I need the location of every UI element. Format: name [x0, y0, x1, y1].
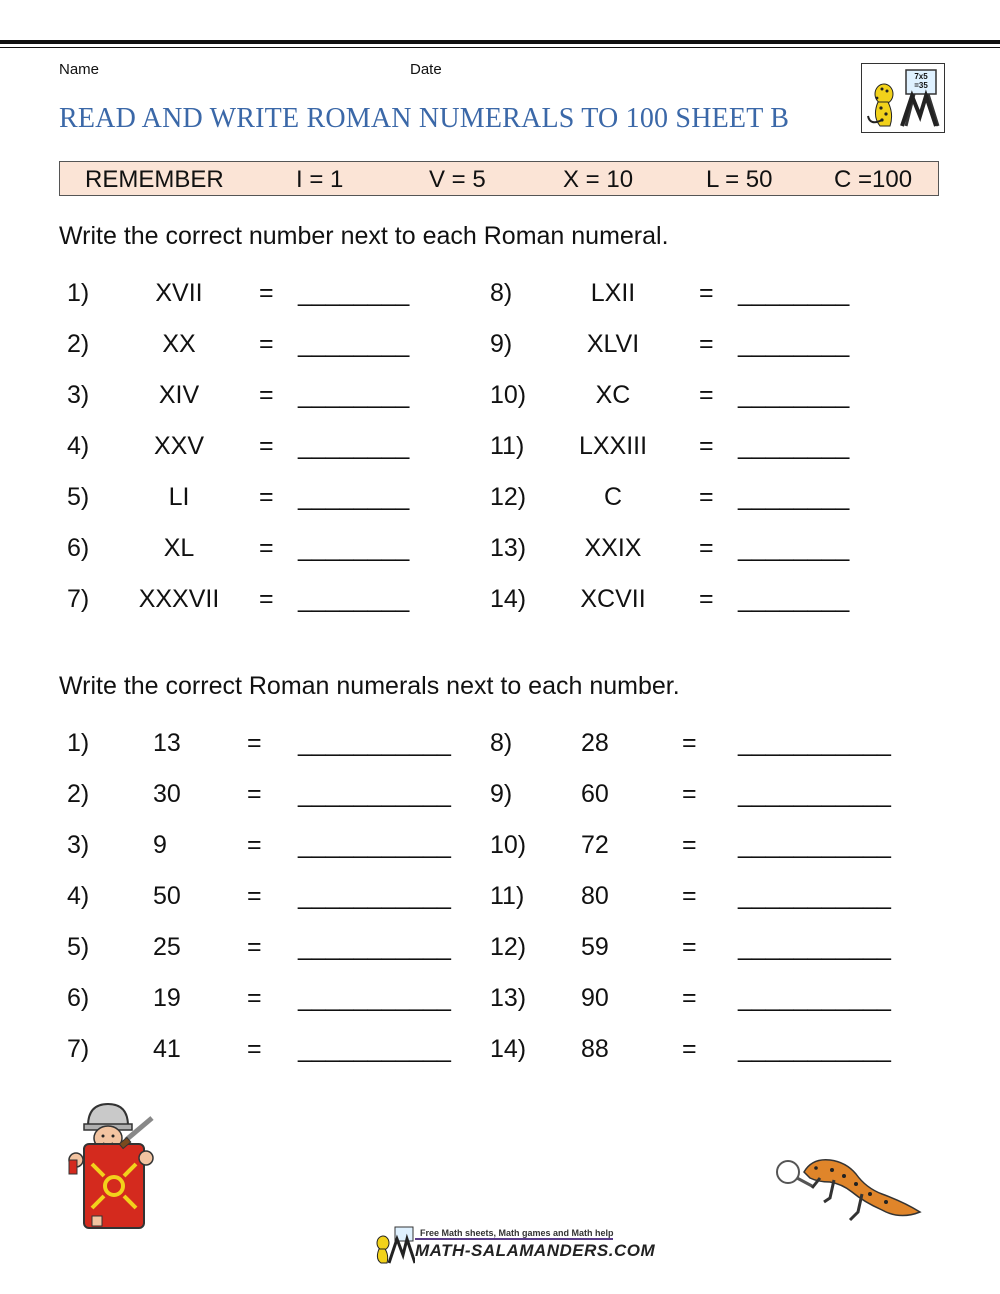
roman-numeral-prompt: XC — [595, 381, 631, 409]
remember-item: L = 50 — [706, 166, 773, 193]
equals-sign: = — [682, 1035, 697, 1063]
number-prompt: 88 — [581, 1035, 609, 1063]
equals-sign: = — [699, 330, 714, 358]
question-number: 2) — [67, 330, 90, 358]
date-label: Date — [410, 61, 442, 78]
remember-box — [59, 161, 939, 196]
question-number: 7) — [67, 1035, 90, 1063]
answer-blank[interactable]: ___________ — [738, 933, 891, 961]
answer-blank[interactable]: ___________ — [738, 780, 891, 808]
number-prompt: 19 — [153, 984, 181, 1012]
question-number: 12) — [490, 483, 527, 511]
roman-numeral-prompt: XCVII — [580, 585, 646, 613]
answer-blank[interactable]: ___________ — [298, 1035, 451, 1063]
number-prompt: 72 — [581, 831, 609, 859]
equals-sign: = — [682, 933, 697, 961]
roman-numeral-prompt: XL — [163, 534, 195, 562]
question-number: 6) — [67, 534, 90, 562]
equals-sign: = — [682, 831, 697, 859]
equals-sign: = — [247, 882, 262, 910]
roman-numeral-prompt: XVII — [155, 279, 203, 307]
answer-blank[interactable]: ________ — [738, 279, 850, 307]
equals-sign: = — [682, 729, 697, 757]
equals-sign: = — [699, 432, 714, 460]
answer-blank[interactable]: ________ — [738, 381, 850, 409]
section2-instruction: Write the correct Roman numerals next to each number. — [59, 672, 680, 700]
answer-blank[interactable]: ___________ — [298, 729, 451, 757]
question-number: 13) — [490, 984, 527, 1012]
question-number: 11) — [490, 882, 525, 910]
roman-numeral-prompt: XIV — [158, 381, 200, 409]
number-prompt: 13 — [153, 729, 181, 757]
roman-numeral-prompt: XXXVII — [138, 585, 220, 613]
question-number: 3) — [67, 381, 90, 409]
remember-label: REMEMBER — [85, 166, 224, 193]
equals-sign: = — [247, 1035, 262, 1063]
roman-numeral-prompt: XLVI — [586, 330, 640, 358]
roman-numeral-prompt: XXIX — [584, 534, 642, 562]
question-number: 9) — [490, 780, 513, 808]
equals-sign: = — [699, 279, 714, 307]
remember-item: I = 1 — [296, 166, 344, 193]
number-prompt: 25 — [153, 933, 181, 961]
equals-sign: = — [259, 585, 274, 613]
number-prompt: 80 — [581, 882, 609, 910]
equals-sign: = — [259, 483, 274, 511]
number-prompt: 50 — [153, 882, 181, 910]
remember-item: C =100 — [834, 166, 913, 193]
equals-sign: = — [699, 534, 714, 562]
number-prompt: 59 — [581, 933, 609, 961]
question-number: 11) — [490, 432, 525, 460]
section1-instruction: Write the correct number next to each Roman numeral. — [59, 222, 669, 250]
answer-blank[interactable]: ___________ — [298, 984, 451, 1012]
math-salamanders-logo — [861, 63, 945, 133]
equals-sign: = — [699, 483, 714, 511]
top-rule — [0, 40, 1000, 44]
equals-sign: = — [259, 330, 274, 358]
number-prompt: 28 — [581, 729, 609, 757]
salamander-illustration — [772, 1150, 924, 1228]
question-number: 10) — [490, 831, 527, 859]
answer-blank[interactable]: ___________ — [738, 831, 891, 859]
roman-numeral-prompt: XX — [162, 330, 196, 358]
equals-sign: = — [682, 984, 697, 1012]
remember-item: V = 5 — [429, 166, 486, 193]
roman-numeral-prompt: XXV — [153, 432, 205, 460]
answer-blank[interactable]: ________ — [298, 381, 410, 409]
answer-blank[interactable]: ________ — [738, 534, 850, 562]
answer-blank[interactable]: ___________ — [738, 984, 891, 1012]
question-number: 9) — [490, 330, 513, 358]
equals-sign: = — [682, 882, 697, 910]
equals-sign: = — [247, 780, 262, 808]
question-number: 1) — [67, 279, 90, 307]
answer-blank[interactable]: ___________ — [298, 933, 451, 961]
answer-blank[interactable]: ________ — [738, 330, 850, 358]
equals-sign: = — [247, 933, 262, 961]
logo-board-text: 7x5 =35 — [914, 72, 928, 90]
roman-numeral-prompt: LI — [168, 483, 190, 511]
roman-numeral-prompt: LXXIII — [578, 432, 648, 460]
number-prompt: 30 — [153, 780, 181, 808]
footer-underline — [415, 1238, 613, 1240]
answer-blank[interactable]: ________ — [298, 585, 410, 613]
answer-blank[interactable]: ___________ — [298, 882, 451, 910]
question-number: 8) — [490, 729, 513, 757]
question-number: 14) — [490, 1035, 527, 1063]
equals-sign: = — [699, 585, 714, 613]
equals-sign: = — [682, 780, 697, 808]
question-number: 10) — [490, 381, 527, 409]
question-number: 4) — [67, 882, 90, 910]
remember-item: X = 10 — [563, 166, 634, 193]
number-prompt: 90 — [581, 984, 609, 1012]
equals-sign: = — [699, 381, 714, 409]
equals-sign: = — [259, 432, 274, 460]
footer-tagline: Free Math sheets, Math games and Math help — [420, 1228, 614, 1238]
roman-numeral-prompt: C — [603, 483, 623, 511]
answer-blank[interactable]: ________ — [298, 483, 410, 511]
equals-sign: = — [247, 984, 262, 1012]
equals-sign: = — [247, 729, 262, 757]
name-label: Name — [59, 61, 100, 78]
question-number: 8) — [490, 279, 513, 307]
question-number: 7) — [67, 585, 90, 613]
footer-brand: MATH-SALAMANDERS.COM — [415, 1241, 656, 1260]
answer-blank[interactable]: ________ — [738, 483, 850, 511]
question-number: 3) — [67, 831, 90, 859]
question-number: 5) — [67, 483, 90, 511]
answer-blank[interactable]: ________ — [298, 534, 410, 562]
number-prompt: 41 — [153, 1035, 181, 1063]
answer-blank[interactable]: ________ — [738, 585, 850, 613]
equals-sign: = — [247, 831, 262, 859]
equals-sign: = — [259, 279, 274, 307]
equals-sign: = — [259, 534, 274, 562]
answer-blank[interactable]: ________ — [738, 432, 850, 460]
question-number: 13) — [490, 534, 527, 562]
question-number: 12) — [490, 933, 527, 961]
number-prompt: 60 — [581, 780, 609, 808]
answer-blank[interactable]: ________ — [298, 279, 410, 307]
question-number: 6) — [67, 984, 90, 1012]
number-prompt: 9 — [153, 831, 167, 859]
question-number: 4) — [67, 432, 90, 460]
answer-blank[interactable]: ________ — [298, 432, 410, 460]
answer-blank[interactable]: ___________ — [738, 1035, 891, 1063]
answer-blank[interactable]: ___________ — [298, 780, 451, 808]
answer-blank[interactable]: ________ — [298, 330, 410, 358]
roman-numeral-prompt: LXII — [590, 279, 636, 307]
page-title: READ AND WRITE ROMAN NUMERALS TO 100 SHEET B — [59, 103, 790, 134]
footer-logo-mark — [373, 1225, 415, 1265]
roman-soldier-illustration — [66, 1100, 158, 1232]
question-number: 14) — [490, 585, 527, 613]
question-number: 2) — [67, 780, 90, 808]
top-rule-thin — [0, 47, 1000, 48]
answer-blank[interactable]: ___________ — [298, 831, 451, 859]
question-number: 1) — [67, 729, 90, 757]
equals-sign: = — [259, 381, 274, 409]
answer-blank[interactable]: ___________ — [738, 882, 891, 910]
question-number: 5) — [67, 933, 90, 961]
answer-blank[interactable]: ___________ — [738, 729, 891, 757]
